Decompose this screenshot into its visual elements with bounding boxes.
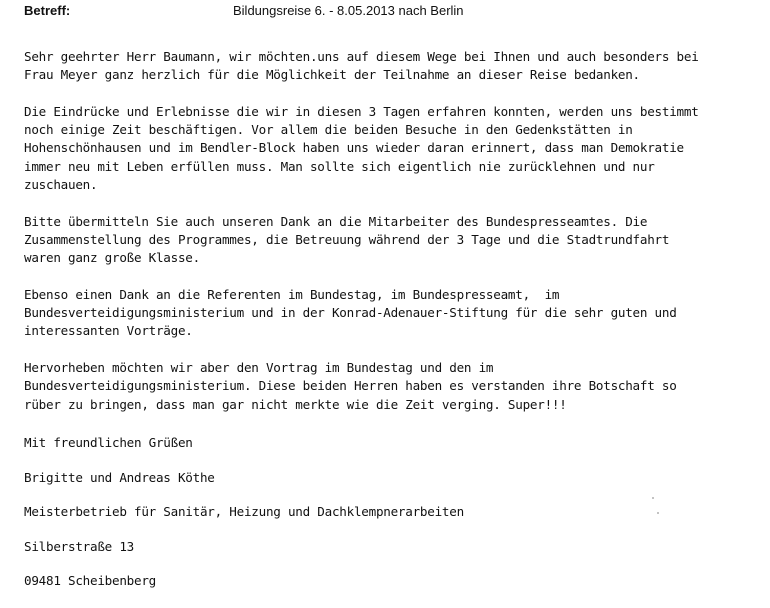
subject-text: Bildungsreise 6. - 8.05.2013 nach Berlin [233,3,464,18]
street-address: Silberstraße 13 [24,538,134,554]
letter-paragraph [24,48,764,85]
paragraph-line: zuschauen. [24,177,98,193]
subject-label: Betreff: [24,3,71,18]
paragraph-line: Bitte übermitteln Sie auch unseren Dank an die Mitarbeiter des Bundespresseamtes. Die [24,213,648,229]
city-address: 09481 Scheibenberg [24,573,156,588]
paragraph-line: Die Eindrücke und Erlebnisse die wir in diesen 3 Tagen erfahren konnten, werden uns bestimmt [24,103,699,119]
letter-paragraph [24,103,764,194]
paragraph-line: Frau Meyer ganz herzlich für die Möglichkeit der Teilnahme an dieser Reise bedanken. [24,67,640,83]
company-name: Meisterbetrieb für Sanitär, Heizung und Dachklempnerarbeiten [24,504,464,519]
paragraph-line: Zusammenstellung des Programmes, die Betreuung während der 3 Tage und die Stadtrundfahrt [24,231,670,247]
scan-speck [652,497,654,499]
paragraph-line: Sehr geehrter Herr Baumann, wir möchten.uns auf diesem Wege bei Ihnen und auch besonders bei [24,49,699,64]
paragraph-line: Bundesverteidigungsministerium und in der Konrad-Adenauer-Stiftung für die sehr guten und [24,305,677,321]
paragraph-line: immer neu mit Leben erfüllen muss. Man sollte sich eigentlich nie zurücklehnen und nur [24,158,655,174]
scan-speck [657,512,659,514]
paragraph-line: noch einige Zeit beschäftigen. Vor allem die beiden Besuche in den Gedenkstätten in [24,122,633,138]
paragraph-line: Hohenschönhausen und im Bendler-Block haben uns wieder daran erinnert, dass man Demokratie [24,140,684,156]
paragraph-line: Ebenso einen Dank an die Referenten im Bundestag, im Bundespresseamt, im [24,286,560,302]
letter-paragraph [24,286,764,341]
subject-header [24,3,744,21]
closing-greeting: Mit freundlichen Grüßen [24,435,193,450]
letter-body [24,48,764,432]
signature-block [24,435,464,608]
letter-paragraph [24,359,764,414]
paragraph-line: interessanten Vorträge. [24,323,193,339]
letter-paragraph [24,213,764,268]
sender-names: Brigitte und Andreas Köthe [24,469,215,485]
paragraph-line: Hervorheben möchten wir aber den Vortrag im Bundestag und den im [24,360,494,376]
paragraph-line: waren ganz große Klasse. [24,250,200,266]
paragraph-line: rüber zu bringen, dass man gar nicht merkte wie die Zeit verging. Super!!! [24,396,567,412]
paragraph-line: Bundesverteidigungsministerium. Diese beiden Herren haben es verstanden ihre Botschaft so [24,378,677,394]
